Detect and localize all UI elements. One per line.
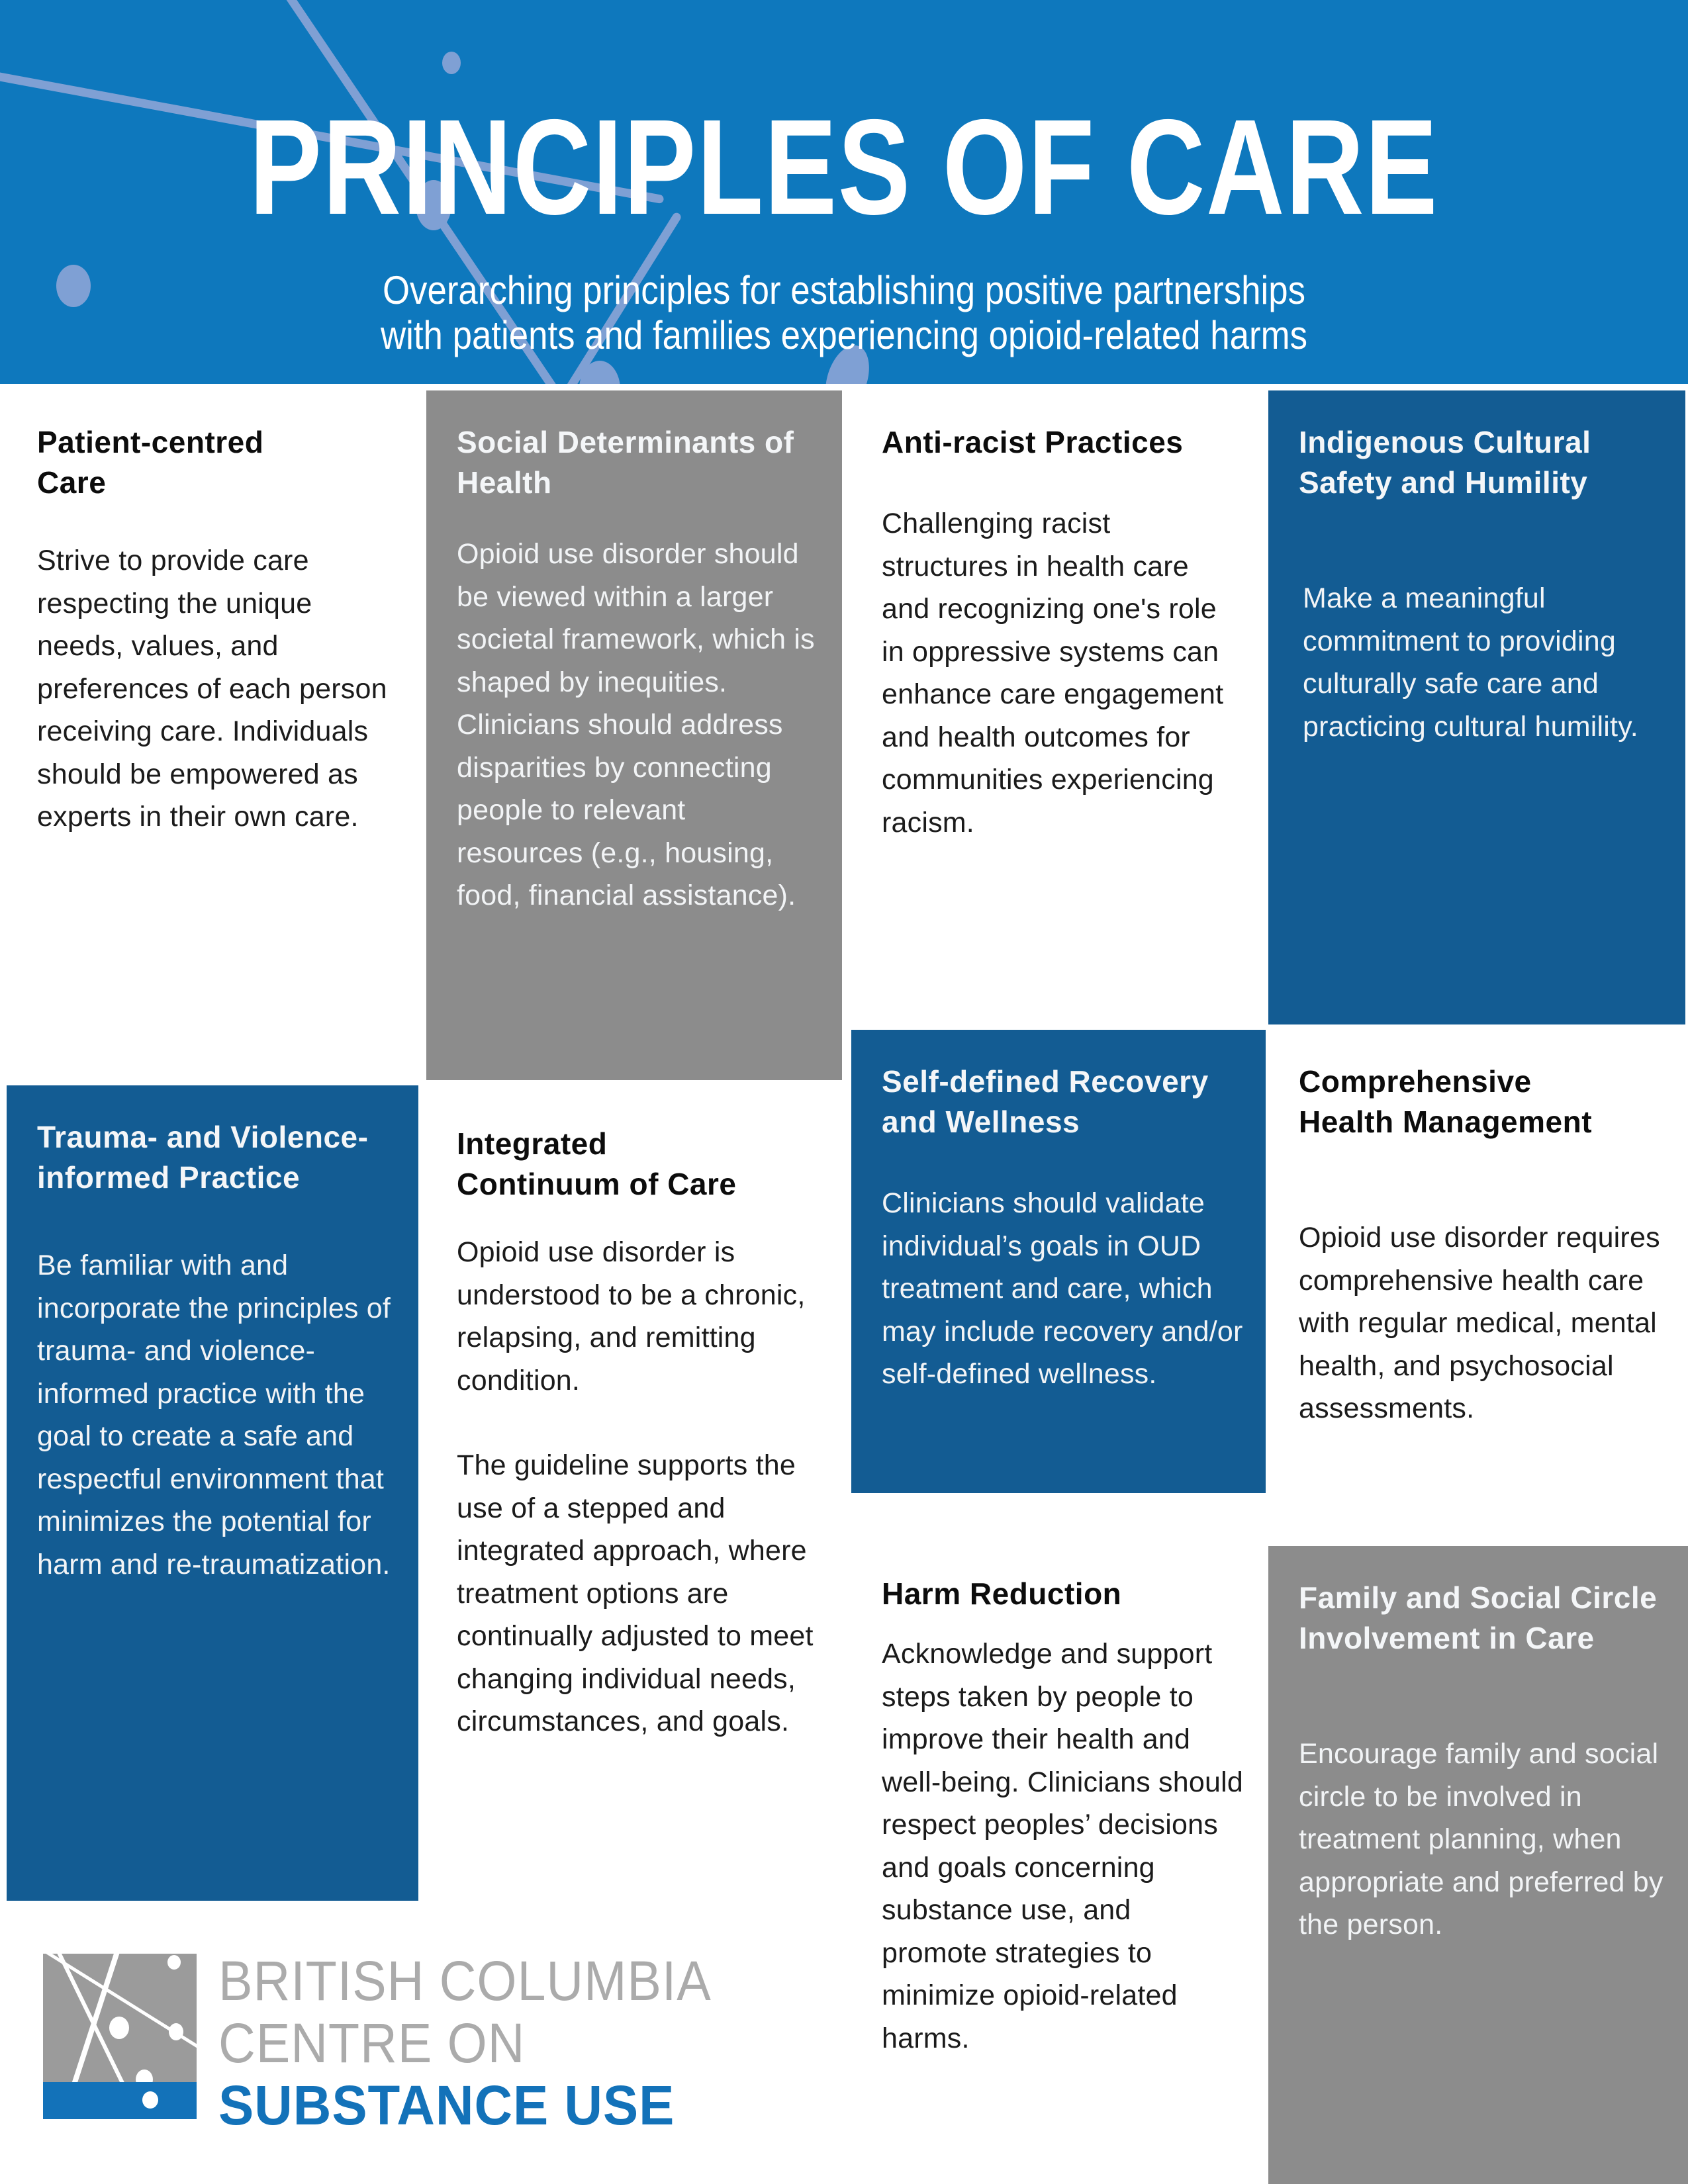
card-body-text: Clinicians should validate individual’s goals in OUD treatment and care, which may include recovery and/or self-defined wellness. [882, 1187, 1243, 1390]
subtitle-line-2: with patients and families experiencing opioid-related harms [381, 312, 1307, 357]
card-body-text: Challenging racist structures in health care and recognizing one's role in oppressive systems can enhance care engagement and health outcomes for communities experiencing racism. [882, 508, 1224, 839]
logo-network-dot [109, 2017, 129, 2039]
card-body-text: Be familiar with and incorporate the principles of trauma- and violence-informed practice with the goal to create a safe and respectful environment that minimizes the potential for harm and re-traumatization. [37, 1250, 391, 1580]
logo-text-line-2: CENTRE ON [218, 2012, 526, 2075]
card-harm-reduction [851, 1542, 1266, 2184]
card-indigenous-cultural-safety [1268, 390, 1685, 1024]
logo-network-dot [142, 2091, 158, 2109]
logo-network-dot [169, 2023, 183, 2040]
card-title: Harm Reduction [882, 1576, 1122, 1611]
card-self-defined-recovery-wellness [851, 1030, 1266, 1493]
card-title: Social Determinants of Health [457, 425, 794, 500]
card-body-text: Make a meaningful commitment to providing culturally safe care and practicing cultural humility. [1303, 582, 1638, 743]
card-title: Family and Social Circle Involvement in Care [1299, 1580, 1658, 1656]
card-title: Integrated Continuum of Care [457, 1126, 737, 1202]
card-body-text: Opioid use disorder is understood to be a chronic, relapsing, and remitting condition. [457, 1236, 806, 1396]
card-anti-racist-practices [851, 390, 1260, 1019]
card-body-text: Encourage family and social circle to be involved in treatment planning, when appropriate and preferred by the person. [1299, 1738, 1664, 1941]
logo-text-line-1: BRITISH COLUMBIA [218, 1950, 712, 2012]
logo-text-line-3: SUBSTANCE USE [218, 2074, 675, 2137]
card-social-determinants-of-health [426, 390, 842, 1080]
page-subtitle [0, 268, 1688, 358]
logo-blue-bar [43, 2082, 197, 2119]
card-title: Comprehensive Health Management [1299, 1064, 1593, 1140]
card-body-text: Opioid use disorder requires comprehensive health care with regular medical, mental health, and psychosocial assessments. [1299, 1222, 1660, 1425]
card-integrated-continuum-of-care [426, 1092, 842, 1966]
header-banner [0, 0, 1688, 384]
card-body-text: Opioid use disorder should be viewed within a larger societal framework, which is shaped by inequities. Clinicians should address disparities by connecting people to relevant resources (e.g., housing, food, financial assistance). [457, 538, 815, 912]
card-patient-centred-care [7, 390, 418, 1079]
card-title: Trauma- and Violence-informed Practice [37, 1120, 369, 1195]
page-title: PRINCIPLES OF CARE [249, 91, 1439, 243]
logo-network-dot [167, 1955, 181, 1970]
bccsu-logo-text [218, 1950, 754, 2136]
card-title: Anti-racist Practices [882, 425, 1184, 459]
card-body-text: The guideline supports the use of a stepped and integrated approach, where treatment options are continually adjusted to meet changing individual needs, circumstances, and goals. [457, 1449, 814, 1738]
card-title: Patient-centred Care [37, 425, 264, 500]
card-comprehensive-health-management [1268, 1030, 1685, 1533]
network-node-icon [442, 52, 461, 74]
card-title: Self-defined Recovery and Wellness [882, 1064, 1209, 1140]
card-family-social-circle-involvement [1268, 1546, 1688, 2184]
subtitle-line-1: Overarching principles for establishing positive partnerships [382, 268, 1306, 312]
card-title: Indigenous Cultural Safety and Humility [1299, 425, 1591, 500]
card-trauma-violence-informed-practice [7, 1085, 418, 1901]
bccsu-logo [43, 1950, 771, 2137]
bccsu-logo-mark-icon [43, 1954, 197, 2119]
card-body-text: Strive to provide care respecting the unique needs, values, and preferences of each person receiving care. Individuals should be empowered as experts in their own care. [37, 545, 387, 833]
card-body-text: Acknowledge and support steps taken by people to improve their health and well-being. Clinicians should respect peoples’ decisions and goals concerning substance use, and promote strategies to minimize opioid-related harms. [882, 1638, 1243, 2054]
